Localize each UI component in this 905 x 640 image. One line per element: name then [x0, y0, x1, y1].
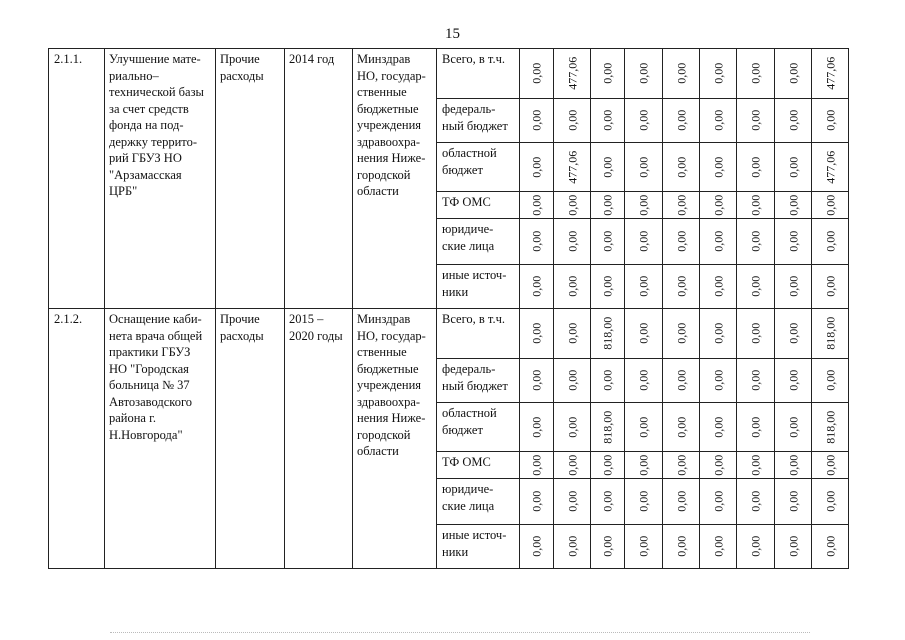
amount-value: 0,00 [529, 231, 544, 252]
amount-cell [663, 309, 700, 359]
amount-cell [591, 49, 625, 99]
funding-source: Всего, в т.ч. [437, 309, 520, 359]
amount-cell [700, 452, 737, 479]
amount-cell [663, 192, 700, 219]
amount-value: 818,00 [600, 410, 615, 444]
amount-value: 0,00 [673, 416, 688, 438]
amount-value: 0,00 [636, 231, 651, 252]
amount-cell [625, 265, 663, 309]
amount-cell [625, 219, 663, 265]
amount-value: 0,00 [564, 370, 579, 391]
funding-source: Всего, в т.ч. [437, 49, 520, 99]
amount-value: 0,00 [785, 323, 800, 344]
table-row [49, 309, 849, 359]
amount-value: 0,00 [673, 536, 688, 557]
amount-value: 0,00 [785, 231, 800, 252]
amount-value: 0,00 [748, 110, 763, 131]
amount-cell [591, 359, 625, 403]
item-code: 2.1.2. [49, 309, 105, 569]
amount-cell [775, 143, 812, 192]
amount-cell [554, 452, 591, 479]
amount-value: 0,00 [529, 454, 544, 476]
amount-value: 0,00 [748, 491, 763, 512]
amount-value: 0,00 [529, 416, 544, 438]
amount-cell [625, 143, 663, 192]
amount-cell [625, 479, 663, 525]
amount-cell [737, 359, 775, 403]
amount-cell [700, 49, 737, 99]
amount-cell [700, 479, 737, 525]
amount-value: 0,00 [636, 491, 651, 512]
amount-cell [520, 143, 554, 192]
amount-cell [554, 525, 591, 569]
amount-value: 0,00 [529, 194, 544, 216]
amount-value: 0,00 [600, 194, 615, 216]
amount-value: 0,00 [822, 454, 837, 476]
funding-source: иные источ- ники [437, 525, 520, 569]
amount-value: 0,00 [600, 156, 615, 178]
amount-cell [737, 219, 775, 265]
amount-cell [737, 99, 775, 143]
amount-cell [775, 525, 812, 569]
amount-cell [700, 309, 737, 359]
amount-value: 0,00 [529, 276, 544, 297]
amount-cell [554, 309, 591, 359]
amount-value: 0,00 [748, 370, 763, 391]
amount-cell [625, 192, 663, 219]
amount-value: 0,00 [822, 110, 837, 131]
amount-cell [520, 192, 554, 219]
amount-value: 0,00 [748, 231, 763, 252]
amount-value: 0,00 [636, 370, 651, 391]
amount-cell [520, 452, 554, 479]
amount-cell [737, 49, 775, 99]
amount-value: 0,00 [710, 231, 725, 252]
amount-value: 0,00 [785, 454, 800, 476]
amount-value: 0,00 [600, 110, 615, 131]
amount-cell [591, 143, 625, 192]
funding-source: областной бюджет [437, 403, 520, 452]
executor: Минздрав НО, государ- ственные бюджетные учреждения здравоохра- нения Ниже- городской области [353, 309, 437, 569]
amount-value: 0,00 [785, 370, 800, 391]
amount-value: 0,00 [636, 454, 651, 476]
amount-cell [700, 99, 737, 143]
amount-value: 0,00 [673, 156, 688, 178]
amount-value: 0,00 [785, 491, 800, 512]
amount-cell [775, 452, 812, 479]
amount-cell [663, 99, 700, 143]
amount-cell [812, 452, 849, 479]
amount-cell [700, 403, 737, 452]
amount-value: 0,00 [822, 276, 837, 297]
amount-value: 0,00 [748, 194, 763, 216]
amount-value: 0,00 [529, 323, 544, 344]
amount-cell [663, 265, 700, 309]
amount-value: 0,00 [748, 416, 763, 438]
amount-cell [625, 403, 663, 452]
amount-cell [812, 403, 849, 452]
amount-cell [591, 309, 625, 359]
amount-value: 0,00 [529, 491, 544, 512]
amount-cell [812, 219, 849, 265]
amount-value: 0,00 [636, 323, 651, 344]
amount-cell [554, 359, 591, 403]
amount-value: 477,06 [564, 57, 579, 90]
amount-cell [663, 359, 700, 403]
amount-cell [625, 99, 663, 143]
amount-cell [520, 479, 554, 525]
amount-cell [625, 309, 663, 359]
amount-value: 0,00 [748, 156, 763, 178]
amount-cell [737, 452, 775, 479]
amount-value: 0,00 [673, 323, 688, 344]
page-number: 15 [445, 26, 460, 42]
amount-cell [554, 99, 591, 143]
amount-value: 0,00 [636, 110, 651, 131]
amount-cell [591, 452, 625, 479]
amount-cell [663, 143, 700, 192]
amount-value: 0,00 [636, 536, 651, 557]
amount-value: 0,00 [748, 323, 763, 344]
amount-value: 0,00 [600, 276, 615, 297]
amount-cell [663, 49, 700, 99]
amount-cell [520, 525, 554, 569]
amount-cell [737, 479, 775, 525]
funding-source: юридиче- ские лица [437, 219, 520, 265]
scan-artifact-line [110, 632, 810, 633]
amount-value: 0,00 [636, 276, 651, 297]
amount-cell [737, 309, 775, 359]
amount-value: 0,00 [673, 194, 688, 216]
amount-value: 0,00 [748, 536, 763, 557]
amount-value: 0,00 [748, 63, 763, 84]
amount-value: 0,00 [564, 491, 579, 512]
amount-value: 0,00 [785, 156, 800, 178]
funding-source: ТФ ОМС [437, 192, 520, 219]
amount-value: 0,00 [785, 110, 800, 131]
amount-cell [520, 403, 554, 452]
amount-cell [737, 403, 775, 452]
amount-cell [812, 99, 849, 143]
amount-value: 0,00 [529, 156, 544, 178]
amount-value: 0,00 [785, 194, 800, 216]
amount-value: 0,00 [636, 156, 651, 178]
amount-cell [700, 143, 737, 192]
item-name: Оснащение каби- нета врача общей практики ГБУЗ НО "Городская больница № 37 Автозаводского района г. Н.Новгорода" [105, 309, 216, 569]
amount-cell [554, 403, 591, 452]
amount-value: 0,00 [710, 416, 725, 438]
amount-cell [554, 192, 591, 219]
amount-cell [520, 99, 554, 143]
amount-cell [775, 403, 812, 452]
amount-value: 0,00 [710, 156, 725, 178]
amount-cell [775, 219, 812, 265]
amount-cell [663, 452, 700, 479]
table-row [49, 49, 849, 99]
amount-value: 0,00 [710, 454, 725, 476]
amount-cell [737, 143, 775, 192]
amount-value: 0,00 [600, 231, 615, 252]
amount-cell [737, 192, 775, 219]
amount-cell [775, 309, 812, 359]
amount-cell [700, 359, 737, 403]
period: 2015 – 2020 годы [285, 309, 353, 569]
amount-cell [591, 219, 625, 265]
amount-value: 0,00 [710, 323, 725, 344]
amount-value: 0,00 [673, 231, 688, 252]
amount-value: 0,00 [710, 63, 725, 84]
amount-value: 0,00 [710, 194, 725, 216]
amount-cell [775, 359, 812, 403]
amount-cell [625, 452, 663, 479]
amount-cell [812, 192, 849, 219]
amount-value: 0,00 [673, 276, 688, 297]
period: 2014 год [285, 49, 353, 309]
amount-cell [663, 479, 700, 525]
amount-value: 818,00 [822, 410, 837, 444]
amount-value: 0,00 [710, 370, 725, 391]
amount-value: 0,00 [564, 276, 579, 297]
amount-value: 0,00 [600, 370, 615, 391]
amount-cell [812, 265, 849, 309]
funding-source: федераль- ный бюджет [437, 359, 520, 403]
amount-cell [591, 99, 625, 143]
amount-value: 0,00 [636, 194, 651, 216]
amount-cell [700, 219, 737, 265]
item-name: Улучшение мате- риально– технической базы за счет средств фонда на под- держку террито- рий ГБУЗ НО "Арзамасская ЦРБ" [105, 49, 216, 309]
amount-value: 0,00 [600, 536, 615, 557]
amount-value: 0,00 [673, 110, 688, 131]
amount-value: 0,00 [748, 276, 763, 297]
amount-value: 0,00 [600, 63, 615, 84]
budget-table [48, 48, 849, 569]
amount-cell [700, 525, 737, 569]
amount-cell [663, 525, 700, 569]
amount-value: 0,00 [564, 231, 579, 252]
amount-value: 0,00 [529, 536, 544, 557]
amount-cell [812, 143, 849, 192]
amount-value: 0,00 [710, 110, 725, 131]
amount-value: 477,06 [822, 57, 837, 90]
amount-value: 0,00 [564, 416, 579, 438]
amount-value: 0,00 [785, 416, 800, 438]
amount-cell [520, 265, 554, 309]
funding-source: областной бюджет [437, 143, 520, 192]
amount-cell [775, 192, 812, 219]
amount-value: 0,00 [564, 454, 579, 476]
amount-cell [812, 359, 849, 403]
amount-cell [775, 99, 812, 143]
amount-cell [554, 49, 591, 99]
amount-cell [775, 479, 812, 525]
amount-value: 0,00 [822, 536, 837, 557]
amount-value: 0,00 [822, 231, 837, 252]
amount-value: 0,00 [785, 63, 800, 84]
amount-cell [663, 219, 700, 265]
amount-value: 0,00 [673, 454, 688, 476]
amount-cell [591, 479, 625, 525]
amount-cell [625, 359, 663, 403]
amount-value: 0,00 [673, 491, 688, 512]
amount-value: 0,00 [785, 536, 800, 557]
amount-cell [737, 265, 775, 309]
amount-value: 0,00 [529, 370, 544, 391]
amount-cell [520, 359, 554, 403]
amount-value: 0,00 [529, 63, 544, 84]
amount-cell [520, 49, 554, 99]
amount-value: 818,00 [822, 317, 837, 350]
funding-source: юридиче- ские лица [437, 479, 520, 525]
amount-value: 477,06 [822, 150, 837, 184]
amount-cell [812, 309, 849, 359]
amount-cell [700, 265, 737, 309]
funding-source: иные источ- ники [437, 265, 520, 309]
amount-cell [812, 49, 849, 99]
executor: Минздрав НО, государ- ственные бюджетные учреждения здравоохра- нения Ниже- городской области [353, 49, 437, 309]
item-code: 2.1.1. [49, 49, 105, 309]
amount-value: 0,00 [673, 370, 688, 391]
amount-value: 0,00 [822, 194, 837, 216]
amount-value: 0,00 [673, 63, 688, 84]
amount-cell [554, 219, 591, 265]
amount-value: 0,00 [600, 454, 615, 476]
amount-cell [812, 479, 849, 525]
amount-cell [520, 309, 554, 359]
amount-value: 818,00 [600, 317, 615, 350]
amount-cell [591, 403, 625, 452]
amount-cell [554, 479, 591, 525]
amount-cell [554, 143, 591, 192]
amount-cell [520, 219, 554, 265]
amount-cell [625, 49, 663, 99]
amount-cell [663, 403, 700, 452]
amount-value: 0,00 [785, 276, 800, 297]
amount-cell [591, 525, 625, 569]
amount-value: 0,00 [710, 536, 725, 557]
amount-value: 0,00 [710, 276, 725, 297]
amount-value: 0,00 [636, 63, 651, 84]
amount-cell [554, 265, 591, 309]
funding-source: ТФ ОМС [437, 452, 520, 479]
amount-value: 0,00 [529, 110, 544, 131]
amount-value: 0,00 [636, 416, 651, 438]
amount-value: 0,00 [564, 110, 579, 131]
amount-cell [591, 192, 625, 219]
amount-value: 0,00 [822, 491, 837, 512]
funding-source: федераль- ный бюджет [437, 99, 520, 143]
amount-value: 0,00 [822, 370, 837, 391]
amount-value: 0,00 [564, 194, 579, 216]
amount-value: 0,00 [710, 491, 725, 512]
amount-cell [737, 525, 775, 569]
amount-cell [812, 525, 849, 569]
amount-cell [775, 49, 812, 99]
amount-value: 0,00 [564, 536, 579, 557]
amount-value: 0,00 [600, 491, 615, 512]
amount-cell [700, 192, 737, 219]
expense-type: Прочие расходы [216, 49, 285, 309]
amount-cell [625, 525, 663, 569]
expense-type: Прочие расходы [216, 309, 285, 569]
table-body [49, 49, 849, 569]
amount-value: 0,00 [748, 454, 763, 476]
amount-cell [591, 265, 625, 309]
amount-value: 477,06 [564, 150, 579, 184]
amount-value: 0,00 [564, 323, 579, 344]
amount-cell [775, 265, 812, 309]
